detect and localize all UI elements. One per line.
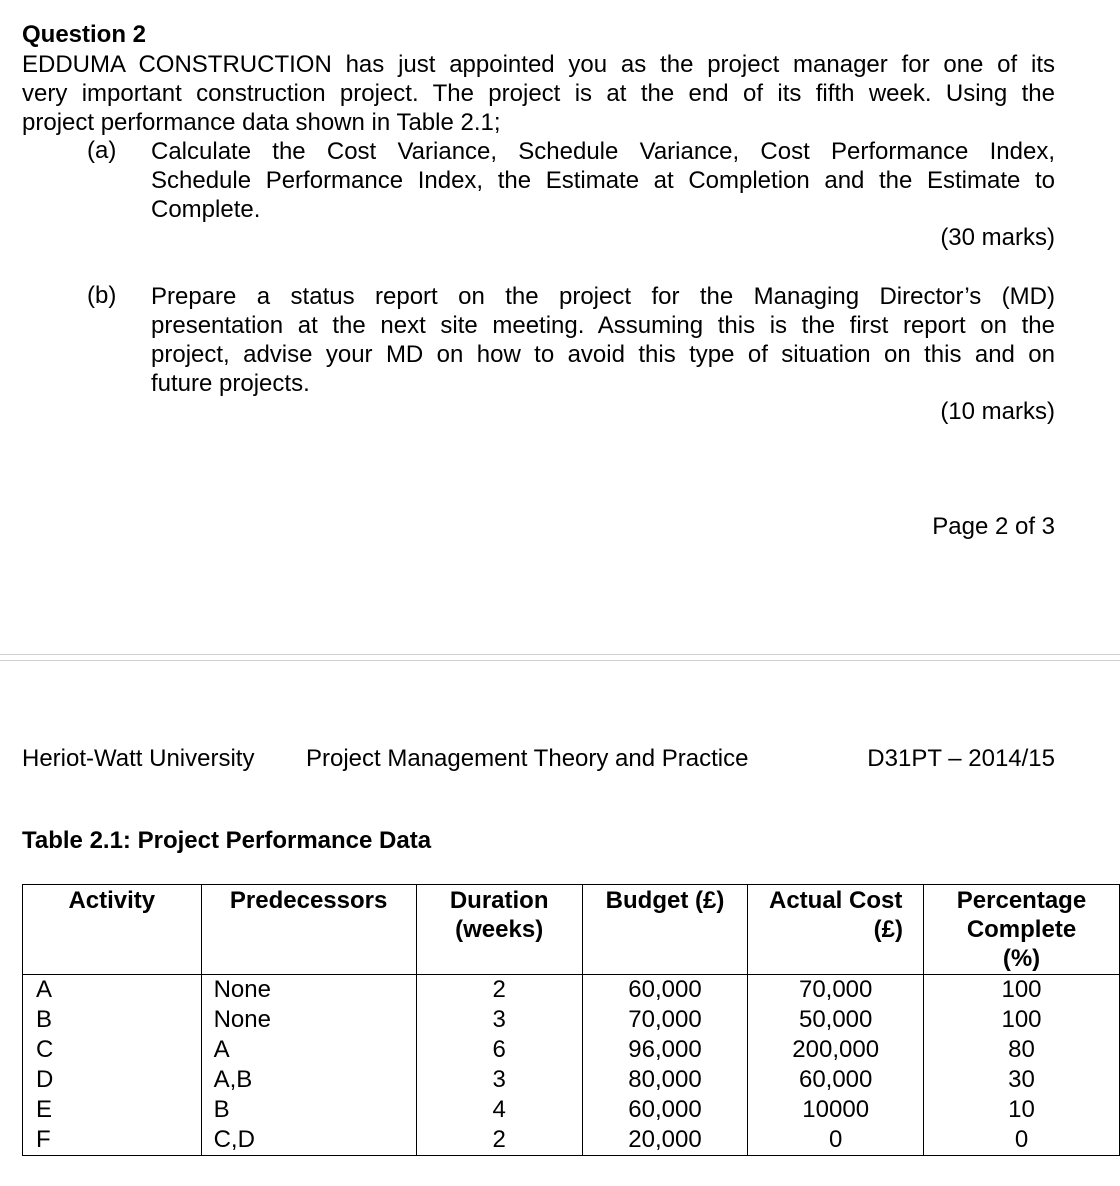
pct-header-line2: Complete <box>966 916 1077 943</box>
duration-header-line1: Duration <box>449 887 549 914</box>
cell-percentage: 100 <box>923 975 1119 1006</box>
cell-predecessors: C,D <box>201 1125 416 1156</box>
cell-duration: 6 <box>416 1035 582 1065</box>
page-divider <box>0 654 1120 655</box>
table-row <box>23 1065 1120 1095</box>
intro-line: project performance data shown in Table 2.1; <box>22 109 501 136</box>
table-row <box>23 1095 1120 1125</box>
part-a-marks: (30 marks) <box>940 224 1055 251</box>
cell-duration: 3 <box>416 1065 582 1095</box>
col-duration <box>416 885 582 975</box>
cell-budget: 80,000 <box>582 1065 748 1095</box>
cell-budget: 70,000 <box>582 1005 748 1035</box>
table-header-row <box>23 885 1120 975</box>
col-percentage <box>923 885 1119 975</box>
cell-predecessors: None <box>201 975 416 1006</box>
question-title: Question 2 <box>22 21 147 48</box>
cell-predecessors: A,B <box>201 1065 416 1095</box>
header-course: Project Management Theory and Practice <box>306 745 749 772</box>
cell-actual-cost: 10000 <box>748 1095 924 1125</box>
cell-activity: A <box>23 975 202 1006</box>
col-budget: Budget (£) <box>582 885 748 975</box>
cell-budget: 96,000 <box>582 1035 748 1065</box>
cell-budget: 60,000 <box>582 1095 748 1125</box>
intro-line: very important construction project. The project is at the end of its fifth week. Using the <box>22 80 1055 107</box>
cell-actual-cost: 60,000 <box>748 1065 924 1095</box>
cell-duration: 4 <box>416 1095 582 1125</box>
cell-activity: D <box>23 1065 202 1095</box>
cell-predecessors: A <box>201 1035 416 1065</box>
pct-header-line3: (%) <box>1002 945 1041 972</box>
part-b-line: Prepare a status report on the project for the Managing Director’s (MD) <box>151 283 1055 310</box>
part-b-line: future projects. <box>151 370 310 397</box>
cell-duration: 3 <box>416 1005 582 1035</box>
performance-table <box>22 884 1120 1156</box>
cell-activity: B <box>23 1005 202 1035</box>
cell-percentage: 80 <box>923 1035 1119 1065</box>
cell-actual-cost: 70,000 <box>748 975 924 1006</box>
part-b-label: (b) <box>87 282 117 309</box>
col-predecessors: Predecessors <box>201 885 416 975</box>
header-course-code: D31PT – 2014/15 <box>867 745 1055 772</box>
part-a-text <box>151 137 1055 224</box>
cell-percentage: 100 <box>923 1005 1119 1035</box>
part-a-label: (a) <box>87 137 117 164</box>
table-row <box>23 1035 1120 1065</box>
intro-line: EDDUMA CONSTRUCTION has just appointed you as the project manager for one of its <box>22 51 1055 78</box>
table-row <box>23 1005 1120 1035</box>
part-b-marks: (10 marks) <box>940 398 1055 425</box>
duration-header-line2: (weeks) <box>455 916 544 943</box>
page-divider <box>0 660 1120 661</box>
cell-activity: C <box>23 1035 202 1065</box>
header-university: Heriot-Watt University <box>22 745 255 772</box>
question-intro <box>22 50 1055 137</box>
actual-header-line1: Actual Cost <box>768 887 903 914</box>
col-actual-cost <box>748 885 924 975</box>
cell-actual-cost: 0 <box>748 1125 924 1156</box>
table-row <box>23 975 1120 1006</box>
part-b-line: project, advise your MD on how to avoid this type of situation on this and on <box>151 341 1055 368</box>
col-activity: Activity <box>23 885 202 975</box>
part-a-line: Calculate the Cost Variance, Schedule Variance, Cost Performance Index, <box>151 138 1055 165</box>
part-a-line: Complete. <box>151 196 261 223</box>
actual-header-line2: (£) <box>873 916 903 943</box>
table-caption: Table 2.1: Project Performance Data <box>22 827 432 854</box>
cell-duration: 2 <box>416 1125 582 1156</box>
table-row <box>23 1125 1120 1156</box>
cell-percentage: 0 <box>923 1125 1119 1156</box>
cell-budget: 20,000 <box>582 1125 748 1156</box>
cell-actual-cost: 200,000 <box>748 1035 924 1065</box>
part-a-line: Schedule Performance Index, the Estimate at Completion and the Estimate to <box>151 167 1055 194</box>
cell-budget: 60,000 <box>582 975 748 1006</box>
cell-actual-cost: 50,000 <box>748 1005 924 1035</box>
cell-predecessors: None <box>201 1005 416 1035</box>
cell-activity: F <box>23 1125 202 1156</box>
cell-percentage: 10 <box>923 1095 1119 1125</box>
cell-activity: E <box>23 1095 202 1125</box>
cell-predecessors: B <box>201 1095 416 1125</box>
cell-duration: 2 <box>416 975 582 1006</box>
part-b-line: presentation at the next site meeting. Assuming this is the first report on the <box>151 312 1055 339</box>
part-b-text <box>151 282 1055 398</box>
pct-header-line1: Percentage <box>956 887 1087 914</box>
page-number: Page 2 of 3 <box>932 513 1055 540</box>
cell-percentage: 30 <box>923 1065 1119 1095</box>
